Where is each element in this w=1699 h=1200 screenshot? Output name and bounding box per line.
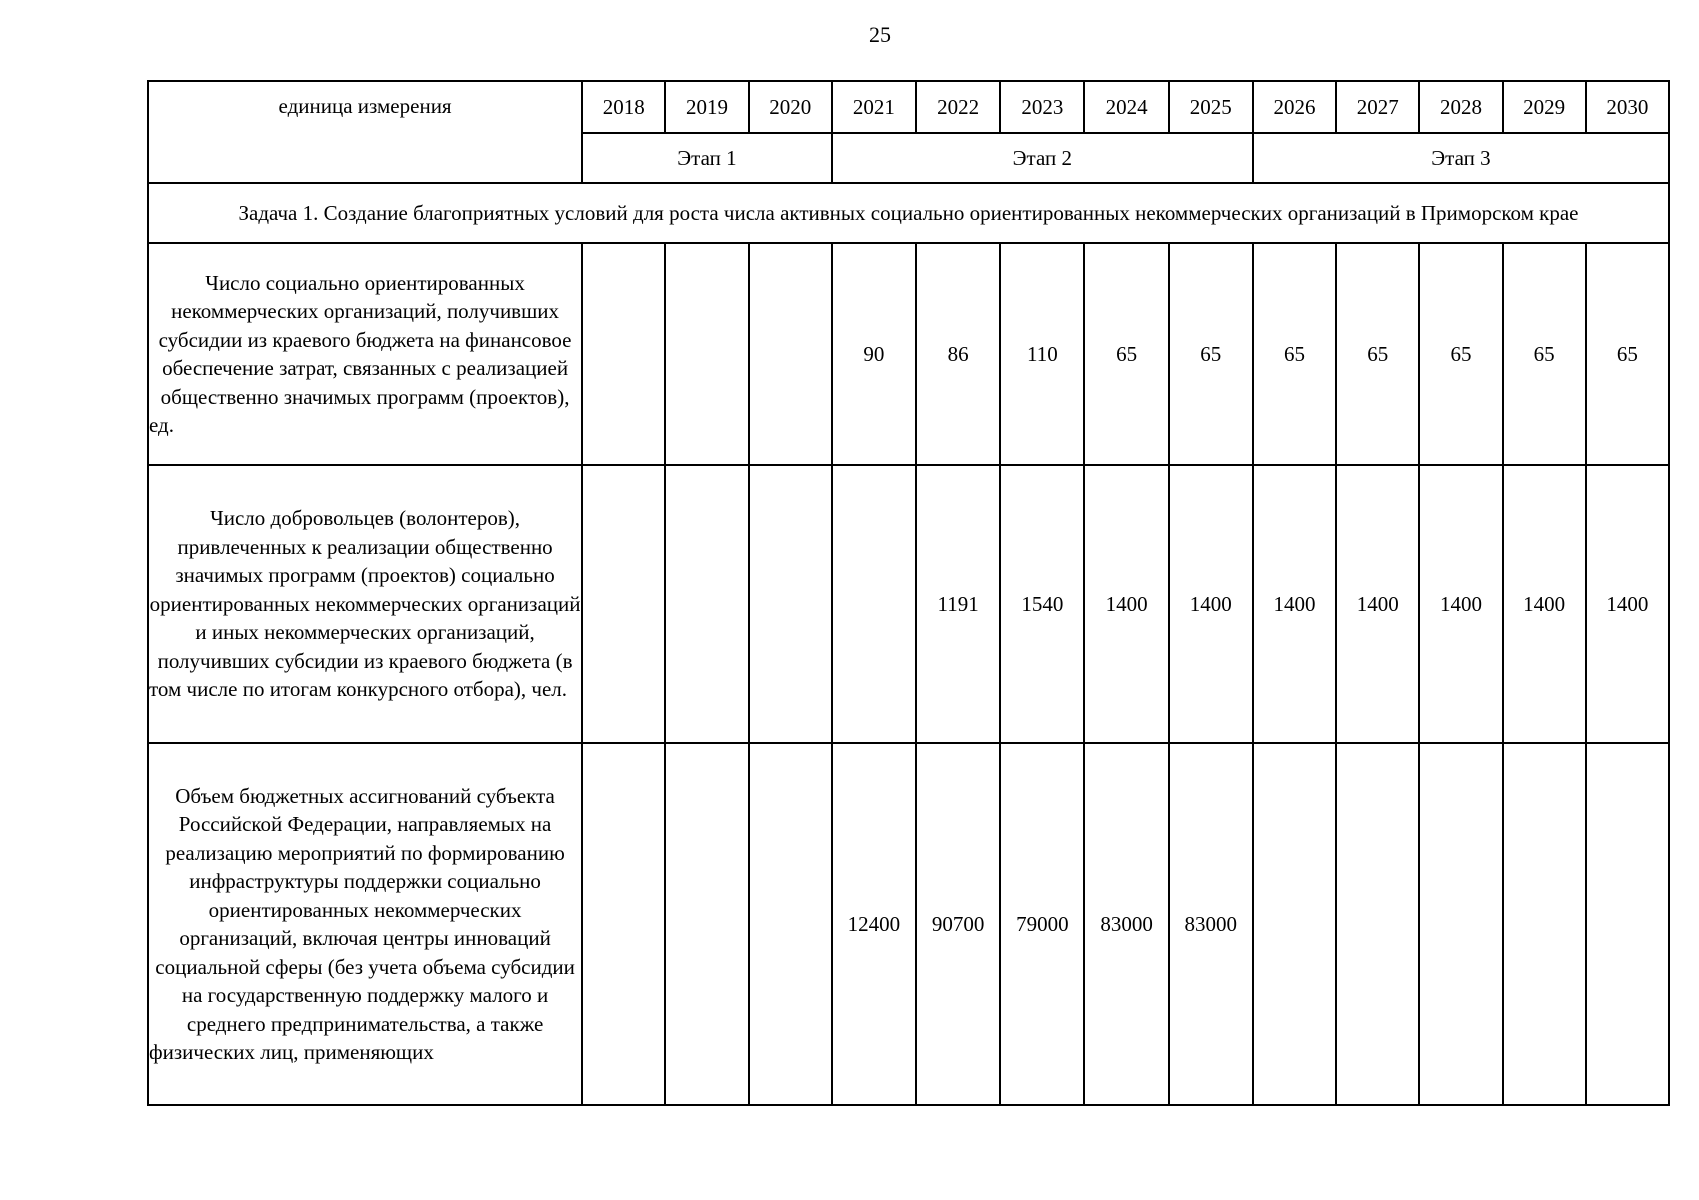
year-2030: 2030 (1586, 81, 1669, 133)
value-cell (665, 743, 748, 1105)
indicator-text: Число социально ориентированных некоммерческих организаций, получивших субсидии из краевого бюджета на финансовое обеспечение затрат, связанных с реализацией общественно значимых программ (проектов), ед. (148, 243, 582, 465)
value-cell: 83000 (1084, 743, 1168, 1105)
value-cell (582, 243, 665, 465)
unit-header-label: единица измерения (278, 94, 452, 118)
value-cell (832, 465, 916, 743)
value-cell: 1400 (1253, 465, 1336, 743)
value-cell (1419, 743, 1502, 1105)
value-cell: 65 (1503, 243, 1586, 465)
value-cell (749, 243, 832, 465)
year-2025: 2025 (1169, 81, 1253, 133)
task-heading: Задача 1. Создание благоприятных условий для роста числа активных социально ориентированных некоммерческих организаций в Приморском крае (148, 183, 1669, 243)
value-cell (582, 743, 665, 1105)
value-cell: 1400 (1503, 465, 1586, 743)
stage-3: Этап 3 (1253, 133, 1669, 183)
unit-header-cell (148, 81, 582, 183)
year-2029: 2029 (1503, 81, 1586, 133)
value-cell: 65 (1336, 243, 1419, 465)
indicator-text: Объем бюджетных ассигнований субъекта Российской Федерации, направляемых на реализацию мероприятий по формированию инфраструктуры поддержки социально ориентированных некоммерческих организаций, включая центры инноваций социальной сферы (без учета объема субсидии на государственную поддержку малого и среднего предпринимательства, а также физических лиц, применяющих (148, 743, 582, 1105)
value-cell: 83000 (1169, 743, 1253, 1105)
year-2019: 2019 (665, 81, 748, 133)
value-cell: 90 (832, 243, 916, 465)
page-number: 25 (869, 22, 891, 47)
value-cell: 1400 (1336, 465, 1419, 743)
task-row (148, 183, 1669, 243)
table-row (148, 465, 1669, 743)
value-cell: 86 (916, 243, 1000, 465)
value-cell: 65 (1084, 243, 1168, 465)
value-cell: 90700 (916, 743, 1000, 1105)
value-cell: 1540 (1000, 465, 1084, 743)
value-cell: 65 (1586, 243, 1669, 465)
value-cell (665, 243, 748, 465)
value-cell: 1400 (1586, 465, 1669, 743)
year-2027: 2027 (1336, 81, 1419, 133)
value-cell (1503, 743, 1586, 1105)
year-2020: 2020 (749, 81, 832, 133)
stage-2: Этап 2 (832, 133, 1253, 183)
value-cell (582, 465, 665, 743)
value-cell (1253, 743, 1336, 1105)
value-cell: 12400 (832, 743, 916, 1105)
value-cell (749, 465, 832, 743)
value-cell: 1400 (1084, 465, 1168, 743)
year-2028: 2028 (1419, 81, 1502, 133)
value-cell: 65 (1419, 243, 1502, 465)
value-cell: 1400 (1169, 465, 1253, 743)
table-row (148, 243, 1669, 465)
value-cell: 1400 (1419, 465, 1502, 743)
year-2021: 2021 (832, 81, 916, 133)
year-2023: 2023 (1000, 81, 1084, 133)
value-cell: 65 (1253, 243, 1336, 465)
year-header-row (148, 81, 1669, 133)
value-cell: 79000 (1000, 743, 1084, 1105)
indicator-text: Число добровольцев (волонтеров), привлеченных к реализации общественно значимых программ (проектов) социально ориентированных некоммерческих организаций и иных некоммерческих организаций, получивших субсидии из краевого бюджета (в том числе по итогам конкурсного отбора), чел. (148, 465, 582, 743)
value-cell (1586, 743, 1669, 1105)
year-2018: 2018 (582, 81, 665, 133)
value-cell (665, 465, 748, 743)
value-cell (1336, 743, 1419, 1105)
indicators-table (147, 80, 1670, 1106)
value-cell: 65 (1169, 243, 1253, 465)
value-cell (749, 743, 832, 1105)
value-cell: 110 (1000, 243, 1084, 465)
value-cell: 1191 (916, 465, 1000, 743)
year-2026: 2026 (1253, 81, 1336, 133)
year-2024: 2024 (1084, 81, 1168, 133)
year-2022: 2022 (916, 81, 1000, 133)
table-row (148, 743, 1669, 1105)
stage-1: Этап 1 (582, 133, 832, 183)
